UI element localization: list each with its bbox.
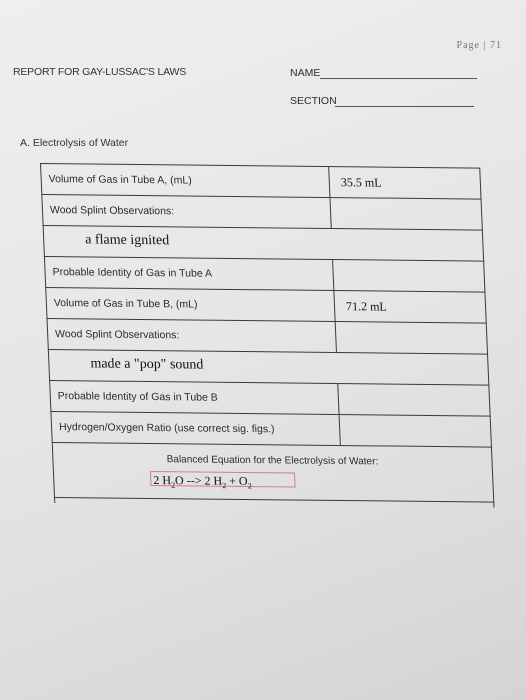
volume-b-value[interactable]: 71.2 mL xyxy=(345,299,388,314)
splint-a-answer[interactable]: a flame ignited xyxy=(84,232,170,249)
section-field[interactable] xyxy=(290,95,480,107)
cell-divider xyxy=(333,291,335,321)
cell-divider xyxy=(339,415,341,445)
equation-answer[interactable] xyxy=(150,471,296,491)
section-a-heading: A. Electrolysis of Water xyxy=(20,137,129,149)
eq-product-1-sub: 2 xyxy=(222,481,227,491)
eq-reactant-sub: 2 xyxy=(170,480,176,490)
name-field[interactable] xyxy=(290,67,480,79)
name-label: NAME xyxy=(290,67,321,79)
page-number: Page | 71 xyxy=(456,40,502,51)
row-identity-a xyxy=(44,256,486,292)
row-equation xyxy=(52,442,495,503)
row-ratio xyxy=(50,411,492,447)
splint-b-label: Wood Splint Observations: xyxy=(54,328,180,342)
ratio-label: Hydrogen/Oxygen Ratio (use correct sig. figs.) xyxy=(58,421,275,436)
cell-divider xyxy=(328,167,330,197)
cell-divider xyxy=(337,384,339,414)
identity-a-label: Probable Identity of Gas in Tube A xyxy=(52,266,213,280)
equation-label: Balanced Equation for the Electrolysis of Water: xyxy=(166,454,379,468)
data-table xyxy=(40,163,494,508)
eq-product-2: + O xyxy=(228,473,248,489)
report-title: REPORT FOR GAY-LUSSAC'S LAWS xyxy=(13,66,187,78)
row-volume-b xyxy=(45,287,487,323)
splint-a-label: Wood Splint Observations: xyxy=(49,204,175,218)
eq-reactant-tail: O --> xyxy=(174,473,202,488)
row-splint-a-answer xyxy=(43,225,485,261)
row-identity-b xyxy=(49,380,491,416)
splint-b-answer[interactable]: made a "pop" sound xyxy=(90,356,204,373)
section-line xyxy=(335,106,474,107)
name-line xyxy=(320,78,477,79)
row-splint-b xyxy=(46,318,488,354)
volume-a-value[interactable]: 35.5 mL xyxy=(340,175,382,190)
cell-divider xyxy=(329,198,331,228)
row-splint-a xyxy=(41,194,483,230)
volume-b-label: Volume of Gas in Tube B, (mL) xyxy=(53,297,198,311)
cell-divider xyxy=(335,322,337,352)
eq-product-2-sub: 2 xyxy=(247,481,252,491)
eq-product-1: 2 H xyxy=(204,473,223,488)
section-label: SECTION xyxy=(290,95,337,107)
row-volume-a xyxy=(40,163,482,199)
identity-b-label: Probable Identity of Gas in Tube B xyxy=(57,390,219,404)
cell-divider xyxy=(332,260,334,290)
row-splint-b-answer xyxy=(48,349,490,385)
eq-reactant: 2 H xyxy=(153,473,172,488)
volume-a-label: Volume of Gas in Tube A, (mL) xyxy=(48,173,192,187)
